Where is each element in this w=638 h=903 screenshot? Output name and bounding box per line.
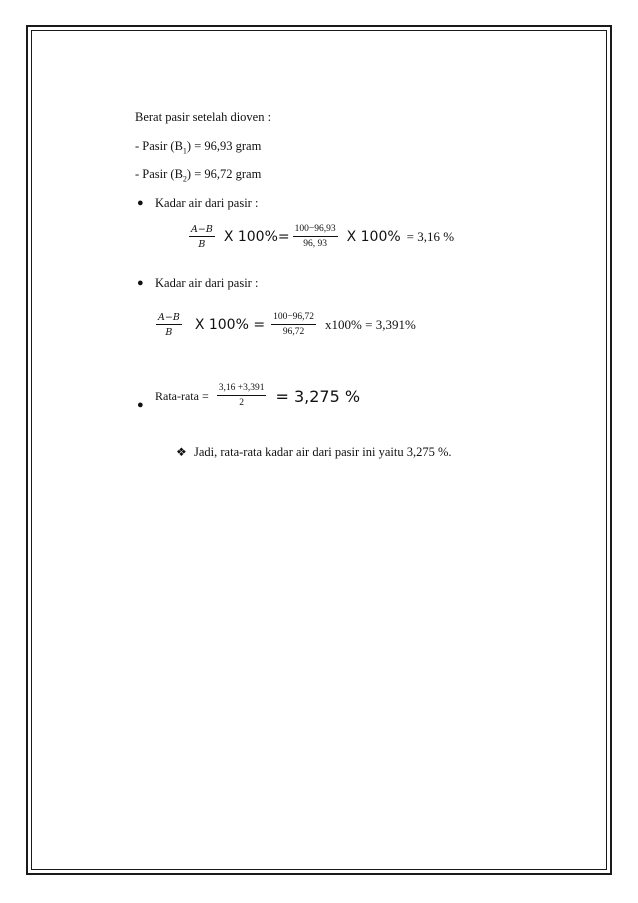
equation-1-result: = 3,16 % [406,229,455,244]
bullet-dot-icon: ● [137,277,144,289]
bullet1-text: Kadar air dari pasir : [155,196,259,210]
fraction-values-2: $\frac{100-96,72}{96,72}$ [273,312,315,337]
fraction-a-minus-b: $\frac{A-B}{B}$ [191,224,213,250]
bullet2-text: Kadar air dari pasir : [155,276,259,290]
equation-1 [186,224,454,250]
bullet3-text: Rata-rata = [155,388,209,403]
equation-2-mid: X 100% = [194,317,266,333]
equation-2 [153,312,416,338]
pasir-b1-line: - Pasir $(B_1) = 96,93$ gram [135,139,262,156]
fraction-average: $\frac{3,16 +3,391}{2}$ [218,383,265,408]
equation-2-result: x100% = 3,391% [325,317,416,332]
pasir-b2-line: - Pasir $(B_2) = 96,72$ gram [135,167,262,184]
bullet-dot-icon: ● [137,197,144,209]
diamond-bullet-icon: ❖ [176,445,187,459]
equation-1-mid: X 100%= [223,229,290,245]
fraction-a-minus-b: $\frac{A-B}{B}$ [158,312,180,338]
heading-line: Berat pasir setelah dioven : [135,110,272,124]
bullet-dot-icon: ● [137,399,144,411]
conclusion-text: Jadi, rata-rata kadar air dari pasir ini yaitu 3,275 %. [194,445,452,459]
equation-1-x100: X 100% [346,229,401,245]
equation-3 [155,383,360,409]
fraction-values-1: $\frac{100-96,93}{96, 93}$ [294,224,336,249]
average-result: = 3,275 % [275,386,361,406]
